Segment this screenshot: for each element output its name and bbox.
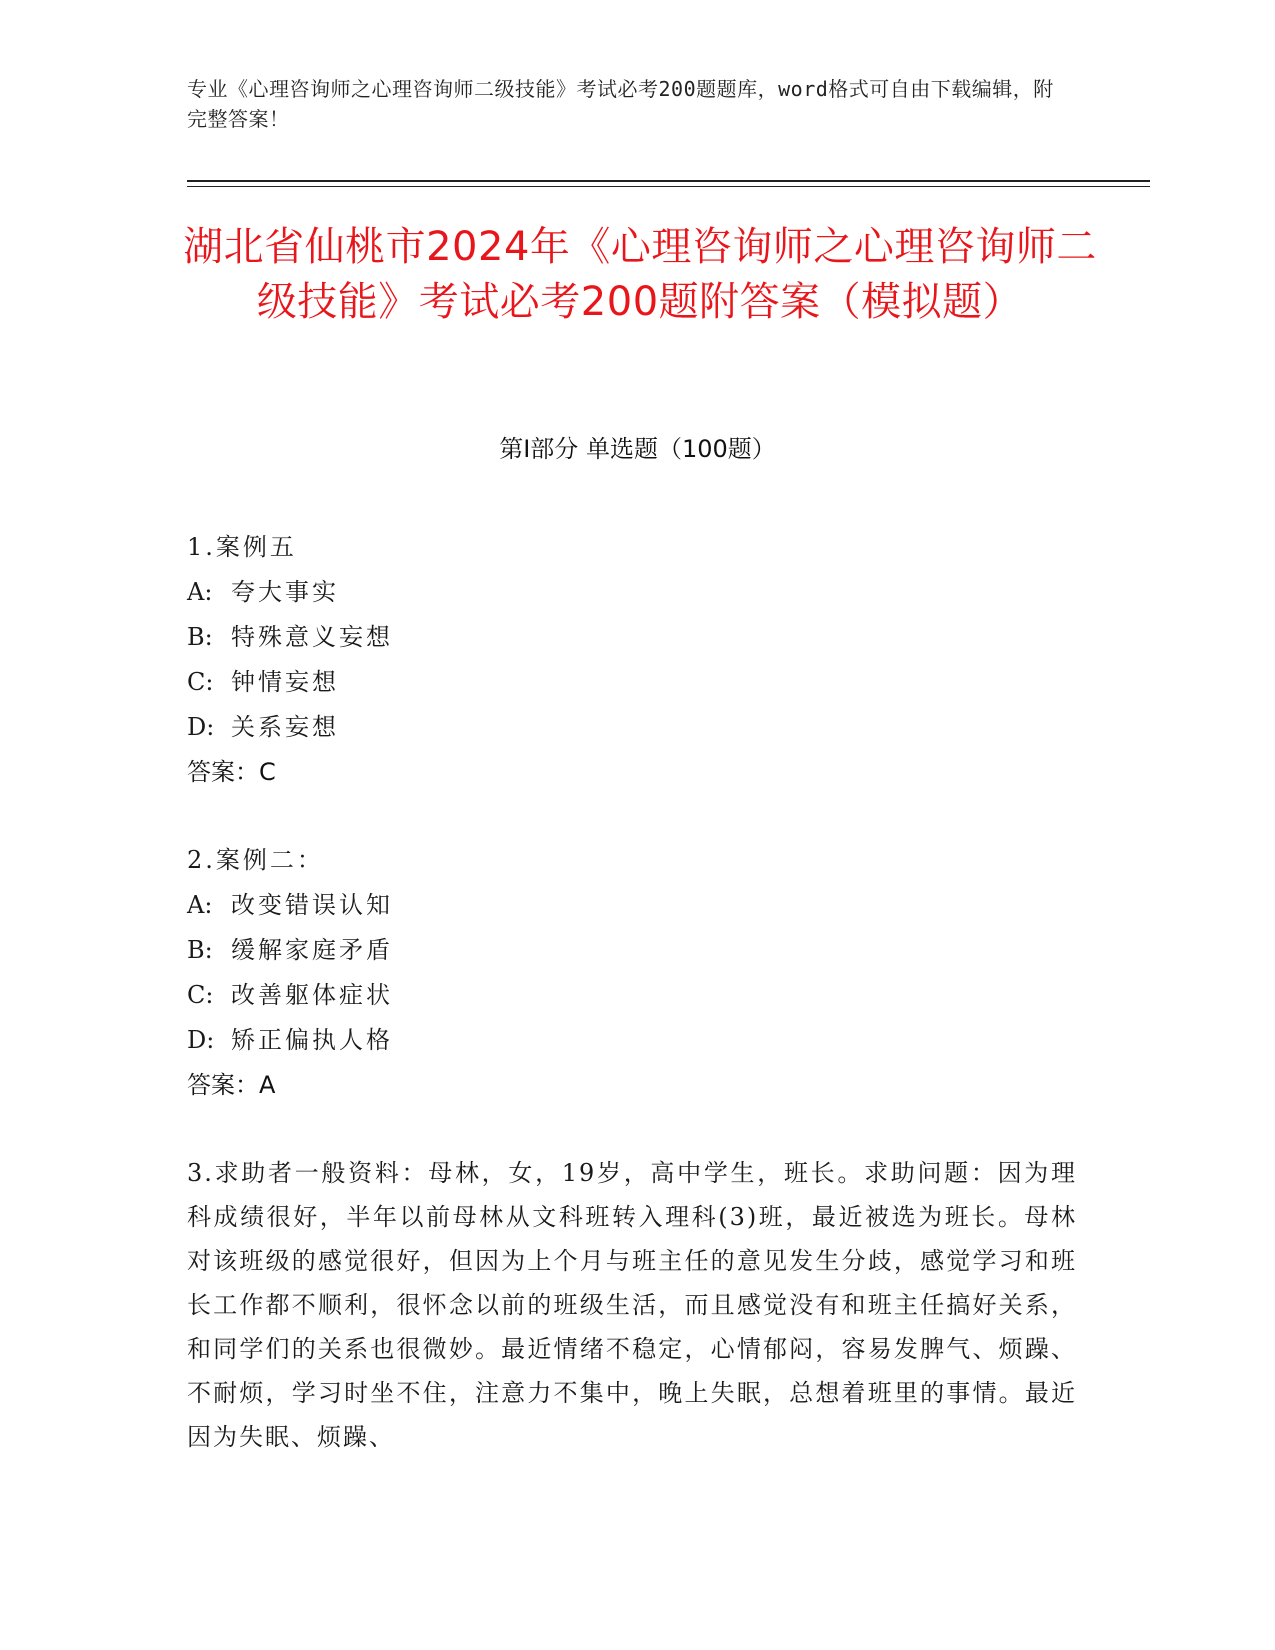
answer-line: 答案：C <box>187 758 276 786</box>
option-letter: C: <box>187 668 214 696</box>
option-text: 改善躯体症状 <box>231 981 393 1009</box>
option-d <box>187 705 1077 750</box>
option-b <box>187 615 1077 660</box>
option-text: 夸大事实 <box>231 578 339 606</box>
option-a <box>187 570 1077 615</box>
question-stem: 3.求助者一般资料：母林，女，19岁，高中学生，班长。求助问题：因为理科成绩很好，半年以前母林从文科班转入理科(3)班，最近被选为班长。母林对该班级的感觉很好，但因为上个月与班主任的意见发生分歧，感觉学习和班长工作都不顺利，很怀念以前的班级生活，而且感觉没有和班主任搞好关系，和同学们的关系也很微妙。最近情绪不稳定，心情郁闷，容易发脾气、烦躁、不耐烦，学习时坐不住，注意力不集中，晚上失眠，总想着班里的事情。最近因为失眠、烦躁、 <box>187 1159 1077 1451</box>
option-text: 钟情妄想 <box>231 668 339 696</box>
option-c <box>187 973 1077 1018</box>
option-letter: A: <box>187 578 213 606</box>
answer-line: 答案：A <box>187 1071 276 1099</box>
question-stem: 2.案例二： <box>187 846 324 874</box>
document-title: 湖北省仙桃市2024年《心理咨询师之心理咨询师二级技能》考试必考200题附答案（模拟题） <box>183 224 1097 325</box>
question-2 <box>187 838 1077 1108</box>
option-letter: A: <box>187 891 213 919</box>
option-text: 矫正偏执人格 <box>231 1026 393 1054</box>
option-a <box>187 883 1077 928</box>
option-letter: D: <box>187 1026 215 1054</box>
option-text: 缓解家庭矛盾 <box>231 936 393 964</box>
option-letter: B: <box>187 936 213 964</box>
question-list <box>187 525 1077 1502</box>
option-letter: B: <box>187 623 213 651</box>
option-text: 关系妄想 <box>231 713 339 741</box>
section-title: 第Ⅰ部分 单选题（100题） <box>499 435 776 463</box>
option-letter: D: <box>187 713 215 741</box>
header-divider-thin <box>187 186 1150 187</box>
option-c <box>187 660 1077 705</box>
option-b <box>187 928 1077 973</box>
question-1 <box>187 525 1077 795</box>
option-letter: C: <box>187 981 214 1009</box>
option-text: 特殊意义妄想 <box>231 623 393 651</box>
question-stem: 1.案例五 <box>187 533 297 561</box>
option-d <box>187 1018 1077 1063</box>
header-note: 专业《心理咨询师之心理咨询师二级技能》考试必考200题题库，word格式可自由下载编辑，附完整答案！ <box>187 77 1054 131</box>
question-3 <box>187 1151 1077 1459</box>
header-divider-thick <box>187 180 1150 182</box>
option-text: 改变错误认知 <box>231 891 393 919</box>
